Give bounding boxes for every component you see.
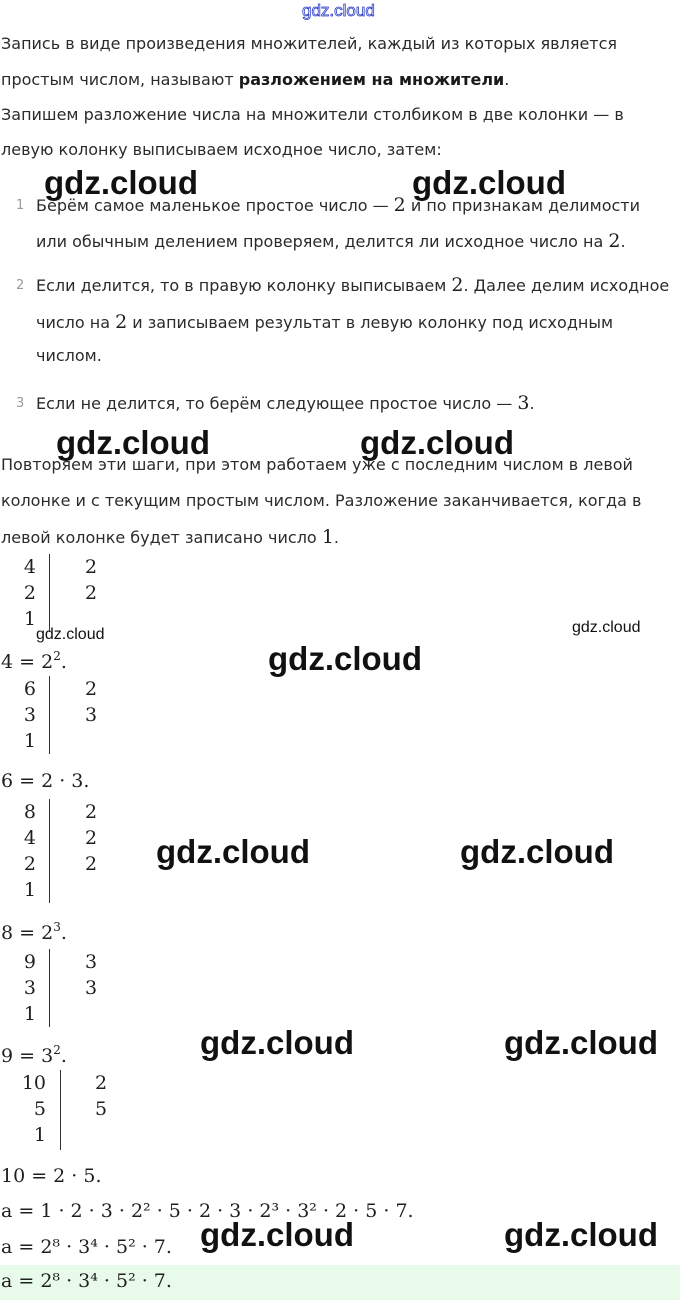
step-1-text-d: .	[620, 232, 626, 251]
right-cell: 2	[85, 801, 98, 823]
intro-line-1: Запись в виде произведения множителей, каждый из которых является	[1, 34, 618, 53]
outro-line-3	[1, 526, 339, 548]
outro-text-b: .	[333, 528, 339, 547]
intro-line-4: левую колонку выписываем исходное число, затем:	[1, 140, 442, 159]
intro-line-3: Запишем разложение числа на множители столбиком в две колонки — в	[1, 105, 624, 124]
result-4-exp: 2	[53, 649, 61, 663]
right-cell: 3	[85, 977, 98, 999]
left-cell: 1	[33, 1124, 46, 1146]
outro-line-1: Повторяем эти шаги, при этом работаем уже с последним числом в левой	[1, 455, 633, 474]
left-cell: 9	[23, 951, 36, 973]
left-cell: 3	[23, 977, 36, 999]
left-cell: 1	[23, 1003, 36, 1025]
watermark: gdz.cloud	[200, 1024, 354, 1061]
watermark: gdz.cloud	[268, 640, 422, 677]
list-number-1: 1	[16, 198, 25, 213]
outro-line-2: колонке и с текущим простым числом. Разложение заканчивается, когда в	[1, 491, 642, 510]
step-3-text-a: Если не делится, то берём следующее простое число —	[36, 394, 518, 413]
watermark: gdz.cloud	[572, 619, 641, 636]
watermark: gdz.cloud	[200, 1216, 354, 1253]
result-10: 10 = 2 · 5.	[1, 1165, 102, 1187]
step-2-line-1	[36, 274, 669, 296]
intro-line-2-text: простым числом, называют	[1, 70, 239, 89]
step-2-math: 2	[451, 274, 464, 296]
right-cell: 3	[85, 951, 98, 973]
left-cell: 5	[33, 1098, 46, 1120]
left-cell: 10	[21, 1072, 46, 1094]
column-divider	[49, 949, 50, 1027]
left-cell: 6	[23, 678, 36, 700]
right-cell: 2	[85, 556, 98, 578]
left-cell: 1	[23, 608, 36, 630]
right-cell: 2	[85, 853, 98, 875]
watermark: gdz.cloud	[412, 164, 566, 201]
left-cell: 4	[23, 556, 36, 578]
result-8-exp: 3	[53, 920, 61, 934]
column-divider	[49, 554, 50, 632]
step-2-text-c: число на	[36, 313, 116, 332]
left-cell: 2	[23, 853, 36, 875]
left-cell: 1	[23, 879, 36, 901]
outro-text-a: левой колонке будет записано число	[1, 528, 322, 547]
step-1-text-b: и по признакам делимости	[405, 196, 640, 215]
step-2-text-a: Если делится, то в правую колонку выписываем	[36, 276, 452, 295]
watermark: gdz.cloud	[44, 164, 198, 201]
step-1-math: 2	[393, 194, 406, 216]
final-equation-short: a = 2⁸ · 3⁴ · 5² · 7.	[1, 1236, 172, 1258]
result-8	[1, 920, 67, 944]
result-4-base: 4 = 2	[1, 651, 54, 673]
watermark: gdz.cloud	[460, 833, 614, 870]
right-cell: 2	[85, 582, 98, 604]
left-cell: 3	[23, 704, 36, 726]
watermark: gdz.cloud	[36, 626, 105, 643]
result-4	[1, 649, 67, 673]
result-9-end: .	[60, 1045, 67, 1067]
outro-math: 1	[321, 526, 334, 548]
step-1-math-2: 2	[608, 230, 621, 252]
result-9-base: 9 = 3	[1, 1045, 54, 1067]
result-4-end: .	[60, 651, 67, 673]
step-3-math: 3	[517, 392, 530, 414]
step-1-text-a: Берём самое маленькое простое число —	[36, 196, 394, 215]
step-1-text-c: или обычным делением проверяем, делится ли исходное число на	[36, 232, 609, 251]
term-factorization: разложением на множители	[238, 70, 505, 89]
watermark-top: gdz.cloud	[302, 1, 375, 20]
watermark: gdz.cloud	[56, 424, 210, 461]
step-2-text-d: и записываем результат в левую колонку под исходным	[127, 313, 614, 332]
intro-line-2	[1, 70, 509, 89]
left-cell: 4	[23, 827, 36, 849]
result-8-base: 8 = 2	[1, 922, 54, 944]
step-3-line-1	[36, 392, 535, 414]
final-answer: a = 2⁸ · 3⁴ · 5² · 7.	[1, 1270, 172, 1292]
step-3-text-b: .	[529, 394, 535, 413]
column-divider	[60, 1070, 61, 1150]
step-2-text-b: . Далее делим исходное	[463, 276, 670, 295]
left-cell: 8	[23, 801, 36, 823]
right-cell: 5	[95, 1098, 108, 1120]
watermark: gdz.cloud	[360, 424, 514, 461]
list-number-3: 3	[16, 396, 25, 411]
right-cell: 2	[85, 827, 98, 849]
right-cell: 2	[85, 678, 98, 700]
step-1-line-2	[36, 230, 626, 252]
right-cell: 3	[85, 704, 98, 726]
result-9	[1, 1043, 67, 1067]
intro-line-2-end: .	[504, 70, 510, 89]
list-number-2: 2	[16, 278, 25, 293]
step-2-line-2	[36, 311, 613, 333]
result-9-exp: 2	[53, 1043, 61, 1057]
result-6: 6 = 2 · 3.	[1, 770, 90, 792]
step-2-line-3: числом.	[36, 346, 102, 365]
column-divider	[49, 676, 50, 754]
step-2-math-2: 2	[115, 311, 128, 333]
result-8-end: .	[60, 922, 67, 944]
final-equation-expanded: a = 1 · 2 · 3 · 2² · 5 · 2 · 3 · 2³ · 3² · 2 · 5 · 7.	[1, 1200, 414, 1222]
watermark: gdz.cloud	[504, 1024, 658, 1061]
watermark: gdz.cloud	[504, 1216, 658, 1253]
column-divider	[49, 799, 50, 903]
left-cell: 2	[23, 582, 36, 604]
left-cell: 1	[23, 730, 36, 752]
right-cell: 2	[95, 1072, 108, 1094]
watermark: gdz.cloud	[156, 833, 310, 870]
